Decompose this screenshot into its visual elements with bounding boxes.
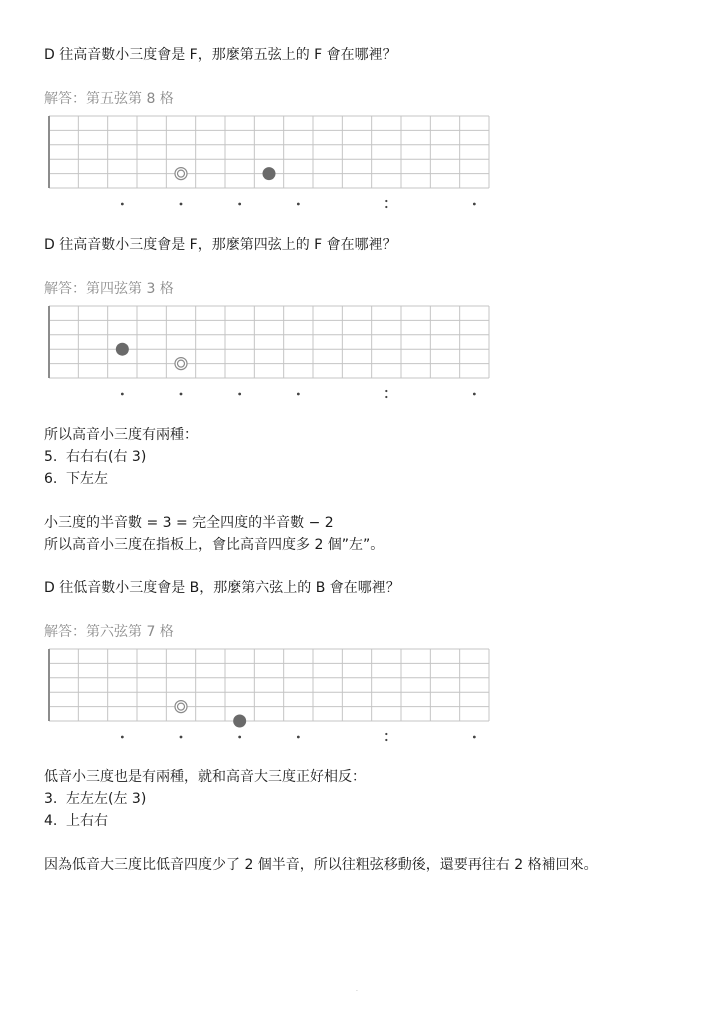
target-note-dot: [263, 167, 276, 180]
fretboard-svg: [49, 116, 489, 212]
inlay-dot: [385, 390, 387, 392]
low-minor-third-intro: 低音小三度也是有兩種，就和高音大三度正好相反：: [44, 769, 366, 785]
inlay-dot: [385, 739, 387, 741]
list-text: 左左左(左 3): [66, 791, 147, 807]
reference-marker: [175, 168, 187, 180]
inlay-dot: [121, 203, 124, 206]
list-text: 下左左: [66, 471, 108, 487]
inlay-dot: [180, 203, 183, 206]
high-list-item-2: [44, 470, 108, 488]
fretboard-svg: [49, 649, 489, 745]
answer-2: 解答：第四弦第 3 格: [44, 281, 174, 297]
inlay-dot: [238, 203, 241, 206]
high-list-item-1: [44, 448, 146, 466]
target-note-dot: [116, 343, 129, 356]
inlay-dot: [385, 200, 387, 202]
question-2: D 往高音數小三度會是 F，那麼第四弦上的 F 會在哪裡？: [44, 237, 397, 253]
semitone-note: 小三度的半音數 = 3 = 完全四度的半音數 − 2: [44, 515, 334, 531]
answer-3: 解答：第六弦第 7 格: [44, 624, 174, 640]
list-number: 5.: [44, 449, 58, 465]
closing-explanation: 因為低音大三度比低音四度少了 2 個半音，所以往粗弦移動後，還要再往右 2 格補回來。: [44, 857, 598, 873]
inlay-dot: [238, 736, 241, 739]
inlay-dot: [180, 736, 183, 739]
inlay-dot: [385, 733, 387, 735]
low-list-item-2: [44, 812, 108, 830]
inlay-dot: [180, 393, 183, 396]
question-1: D 往高音數小三度會是 F，那麼第五弦上的 F 會在哪裡？: [44, 47, 397, 63]
inlay-dot: [297, 736, 300, 739]
answer-1: 解答：第五弦第 8 格: [44, 91, 174, 107]
list-number: 4.: [44, 813, 58, 829]
fretboard-diagram-1: [49, 116, 489, 189]
high-minor-third-intro: 所以高音小三度有兩種：: [44, 427, 198, 443]
inlay-dot: [473, 736, 476, 739]
question-3: D 往低音數小三度會是 B，那麼第六弦上的 B 會在哪裡？: [44, 580, 400, 596]
low-list-item-1: [44, 790, 146, 808]
inlay-dot: [238, 393, 241, 396]
inlay-dot: [385, 206, 387, 208]
list-number: 6.: [44, 471, 58, 487]
reference-marker: [175, 358, 187, 370]
inlay-dot: [385, 396, 387, 398]
inlay-dot: [473, 393, 476, 396]
fretboard-diagram-2: [49, 306, 489, 379]
reference-marker: [175, 701, 187, 713]
target-note-dot: [233, 715, 246, 728]
fretboard-diagram-3: [49, 649, 489, 722]
footer-mark: .: [356, 986, 358, 993]
inlay-dot: [297, 393, 300, 396]
list-number: 3.: [44, 791, 58, 807]
semitone-conclusion: 所以高音小三度在指板上，會比高音四度多 2 個”左”。: [44, 537, 385, 553]
inlay-dot: [297, 203, 300, 206]
list-text: 上右右: [66, 813, 108, 829]
inlay-dot: [121, 736, 124, 739]
fretboard-svg: [49, 306, 489, 402]
inlay-dot: [473, 203, 476, 206]
inlay-dot: [121, 393, 124, 396]
list-text: 右右右(右 3): [66, 449, 147, 465]
